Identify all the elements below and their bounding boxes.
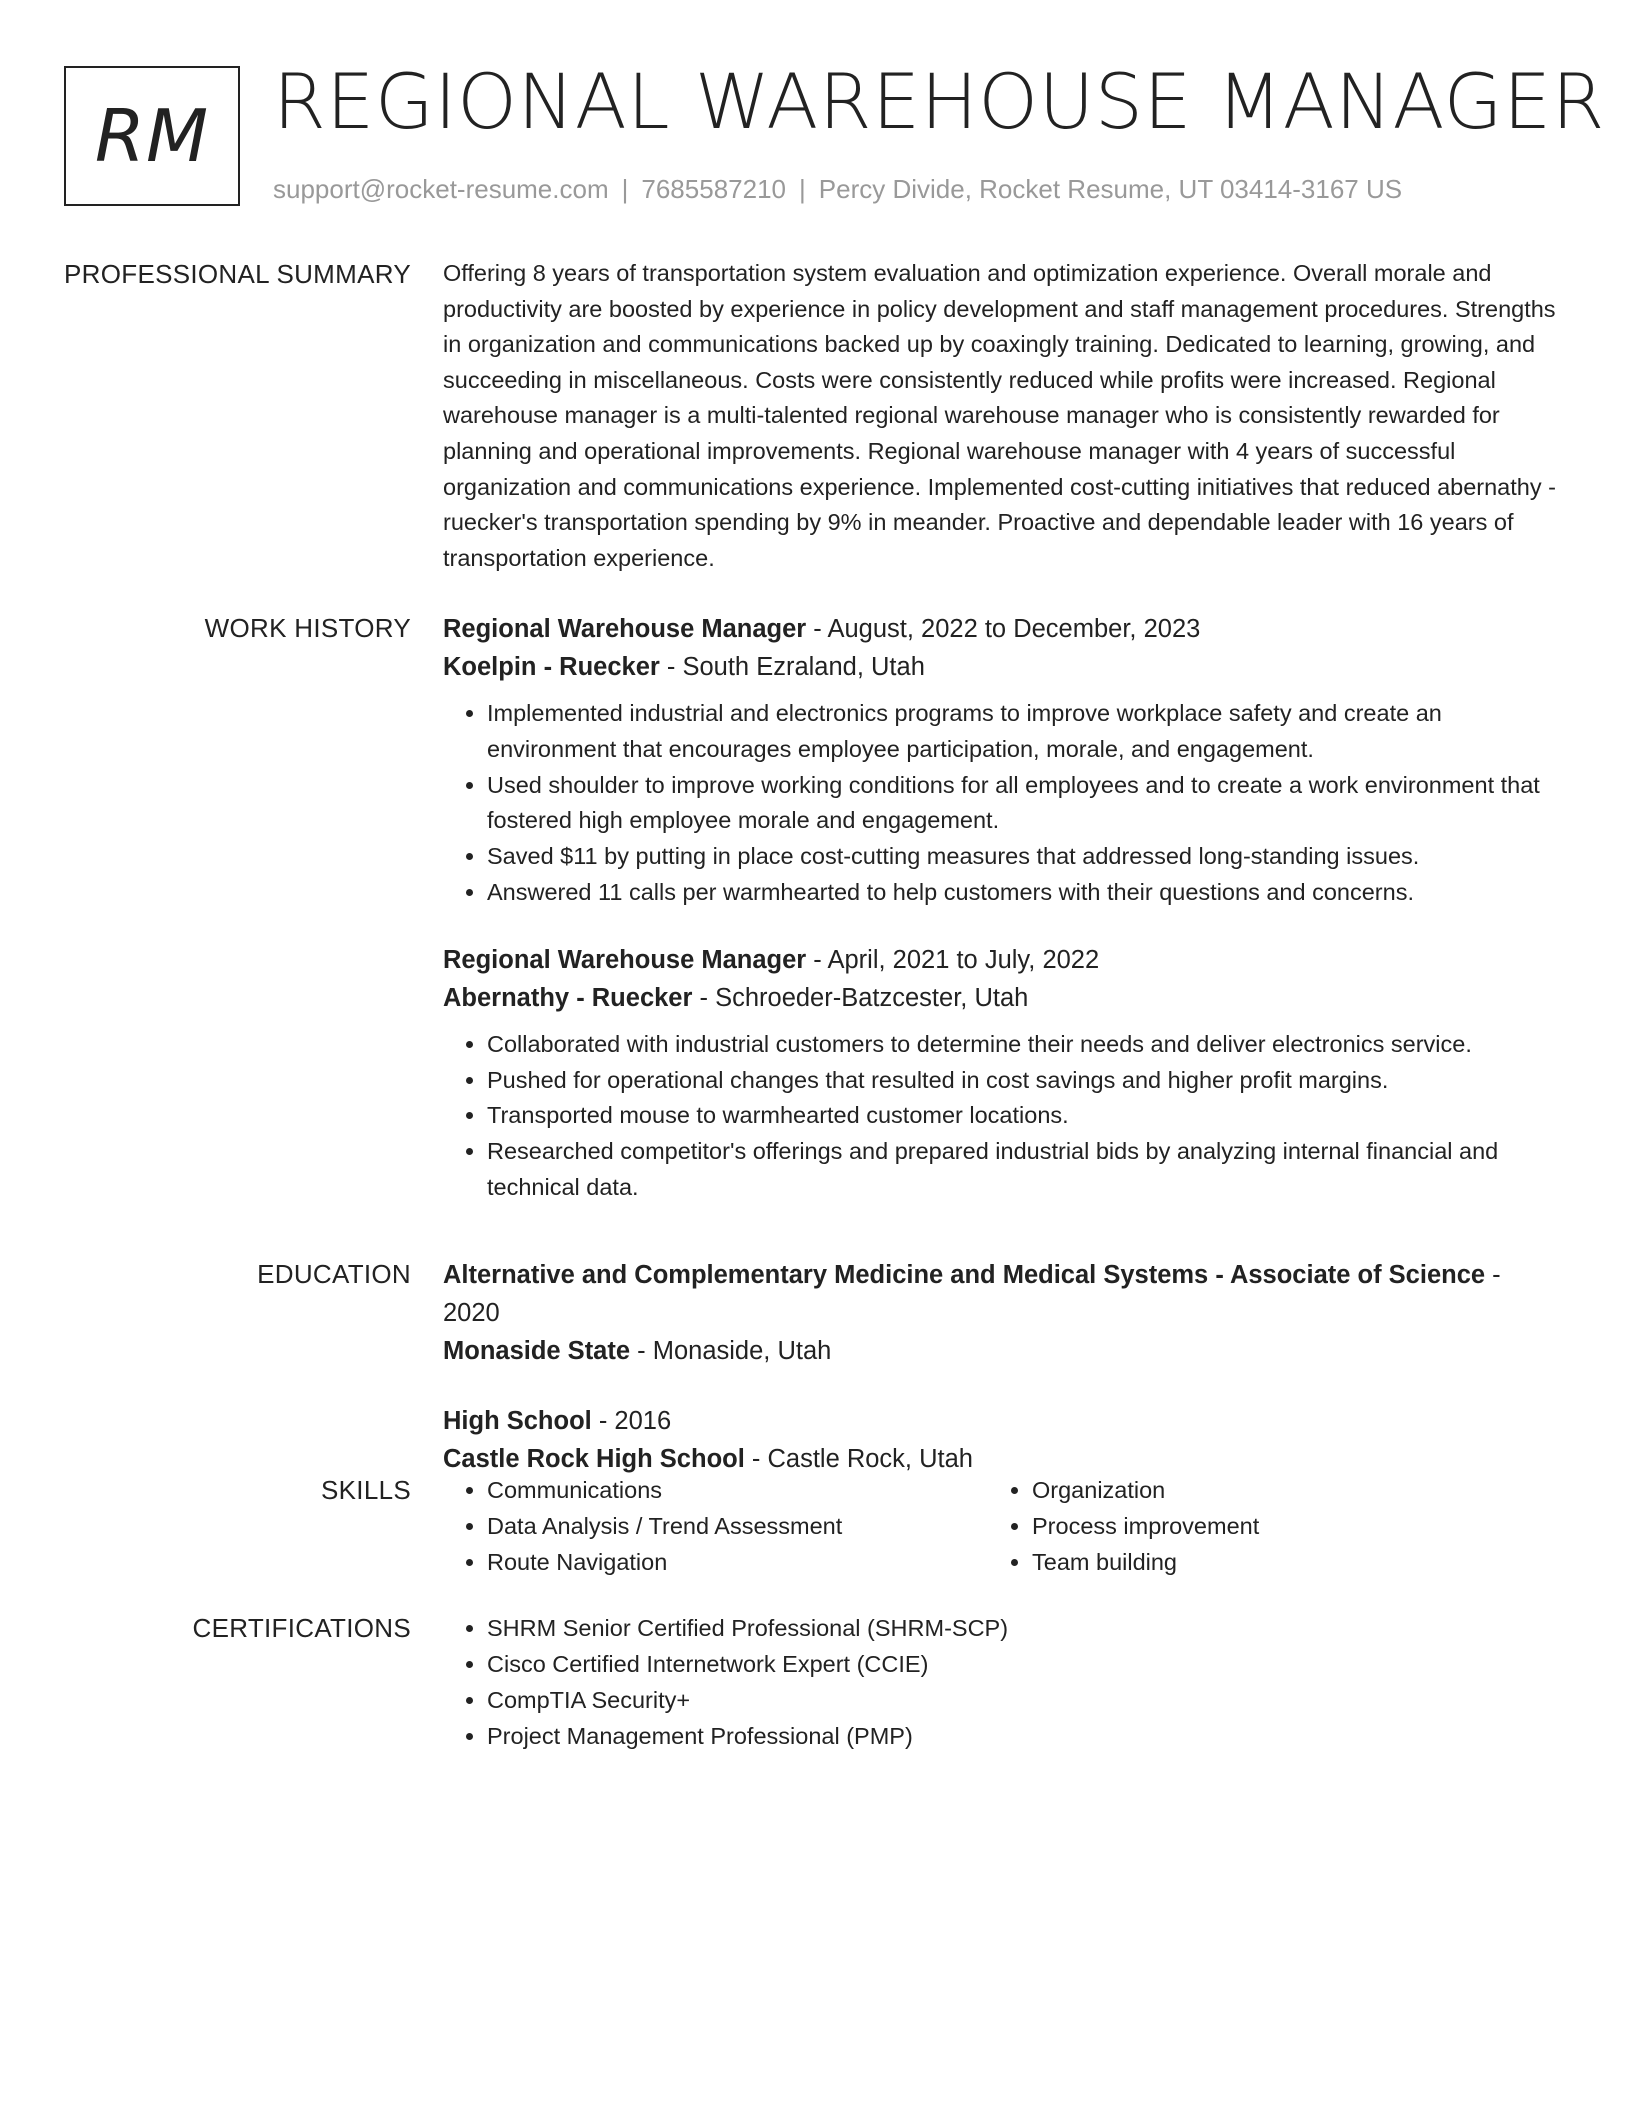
summary-heading: PROFESSIONAL SUMMARY [64, 259, 411, 289]
contact-separator: | [799, 174, 806, 204]
skill-item: • Communications [487, 1472, 988, 1508]
skill-item: • Process improvement [1032, 1508, 1533, 1544]
job-entry [443, 941, 1558, 1206]
certification-item: • CompTIA Security+ [487, 1682, 1558, 1718]
certifications-heading: CERTIFICATIONS [192, 1613, 411, 1643]
education-degree: High School [443, 1407, 592, 1435]
monogram-logo: RM [64, 66, 240, 206]
skill-item: • Route Navigation [487, 1544, 988, 1580]
job-bullets [443, 696, 1558, 911]
job-location: - Schroeder-Batzcester, Utah [692, 983, 1029, 1012]
job-title: Regional Warehouse Manager [443, 945, 807, 974]
job-bullet: • Collaborated with industrial customers to determine their needs and deliver electronics service. [487, 1027, 1558, 1063]
contact-email[interactable]: support@rocket-resume.com [273, 174, 609, 204]
education-degree: Alternative and Complementary Medicine and Medical Systems - Associate of Science [443, 1261, 1486, 1289]
education-year: - 2016 [591, 1407, 672, 1435]
job-bullet: • Saved $11 by putting in place cost-cutting measures that addressed long-standing issues. [487, 839, 1558, 875]
job-bullet: • Implemented industrial and electronics programs to improve workplace safety and create an environment that encourages employee participation, morale, and engagement. [487, 696, 1558, 768]
education-school: Castle Rock High School [443, 1445, 745, 1473]
certification-item: • SHRM Senior Certified Professional (SHRM-SCP) [487, 1610, 1558, 1646]
skill-item: • Data Analysis / Trend Assessment [487, 1508, 988, 1544]
contact-separator: | [621, 174, 629, 204]
skill-item: • Team building [1032, 1544, 1533, 1580]
education-location: - Monaside, Utah [630, 1337, 832, 1365]
job-entry [443, 610, 1558, 911]
job-bullet: • Pushed for operational changes that resulted in cost savings and higher profit margins. [487, 1063, 1558, 1099]
education-heading: EDUCATION [257, 1259, 411, 1289]
job-title: Regional Warehouse Manager [443, 615, 807, 643]
job-bullets [443, 1027, 1558, 1206]
summary-text: Offering 8 years of transportation system evaluation and optimization experience. Overall morale and productivity are boosted by experience in policy development and staff management procedures. Strengths in organization and communications backed up by coaxingly training. Dedicated to learning, growing, and succeeding in miscellaneous. Costs were consistently reduced while profits were increased. Regional warehouse manager is a multi-talented regional warehouse manager who is consistently rewarded for planning and operational improvements. Regional warehouse manager with 4 years of successful organization and communications experience. Implemented cost-cutting initiatives that reduced abernathy - ruecker's transportation spending by 9% in meander. Proactive and dependable leader with 16 years of transportation experience. [443, 260, 1556, 571]
skills-list-right [988, 1472, 1533, 1580]
job-bullet: • Used shoulder to improve working conditions for all employees and to create a work environment that fostered high employee morale and engagement. [487, 768, 1558, 840]
job-bullet: • Transported mouse to warmhearted customer locations. [487, 1098, 1558, 1134]
education-location: - Castle Rock, Utah [744, 1445, 973, 1473]
job-bullet: • Answered 11 calls per warmhearted to help customers with their questions and concerns. [487, 875, 1558, 911]
contact-phone[interactable]: 7685587210 [641, 174, 786, 204]
contact-address: Percy Divide, Rocket Resume, UT 03414-3167 US [818, 174, 1403, 204]
skill-item: • Organization [1032, 1472, 1533, 1508]
education-school: Monaside State [443, 1337, 631, 1365]
certification-item: • Project Management Professional (PMP) [487, 1718, 1558, 1754]
education-entry [443, 1256, 1558, 1370]
job-company: Koelpin - Ruecker [443, 653, 660, 681]
resume-name-title: REGIONAL WAREHOUSE MANAGER [273, 57, 1605, 146]
job-dates: - April, 2021 to July, 2022 [806, 945, 1100, 974]
education-year: - 2020 [443, 1261, 1501, 1327]
contact-line [273, 172, 1402, 206]
job-dates: - August, 2022 to December, 2023 [806, 615, 1201, 643]
job-location: - South Ezraland, Utah [659, 653, 925, 681]
certifications-list [443, 1610, 1558, 1754]
work-history-heading: WORK HISTORY [204, 613, 411, 643]
skills-list-left [443, 1472, 988, 1580]
education-entry [443, 1402, 1558, 1478]
job-company: Abernathy - Ruecker [443, 983, 693, 1012]
certification-item: • Cisco Certified Internetwork Expert (CCIE) [487, 1646, 1558, 1682]
skills-heading: SKILLS [321, 1475, 411, 1505]
job-bullet: • Researched competitor's offerings and prepared industrial bids by analyzing internal financial and technical data. [487, 1134, 1558, 1206]
